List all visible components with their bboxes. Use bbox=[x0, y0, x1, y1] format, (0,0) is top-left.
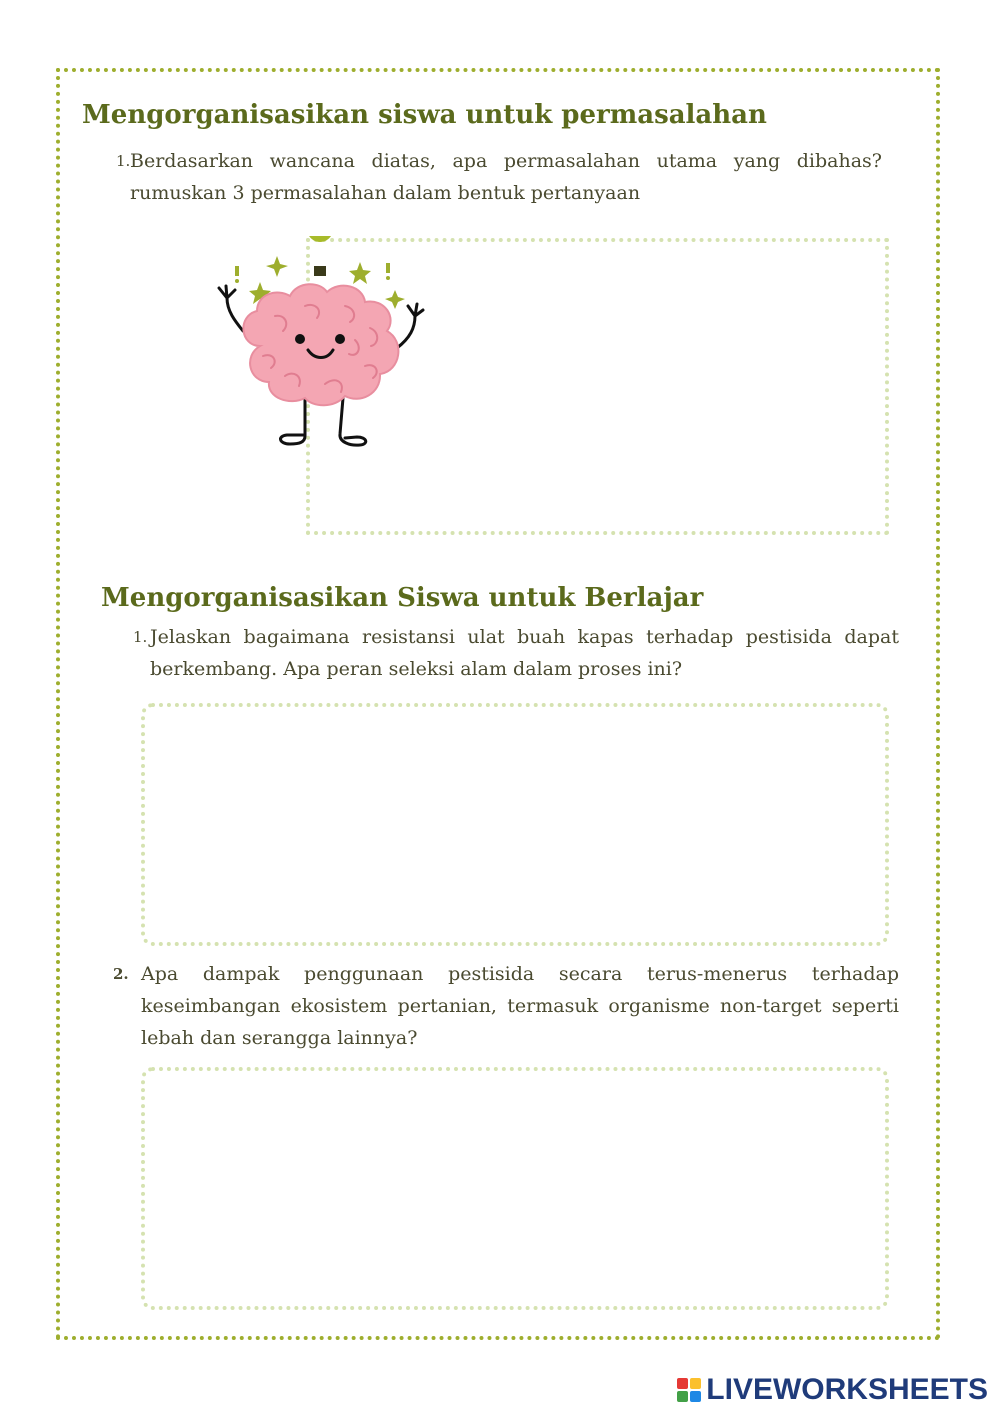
section2-question-2 bbox=[113, 958, 899, 1054]
brand-name: LIVEWORKSHEETS bbox=[706, 1373, 988, 1406]
question-number: 2. bbox=[113, 965, 129, 983]
question-text: Jelaskan bagaimana resistansi ulat buah kapas terhadap pestisida dapat berkembang. Apa peran seleksi alam dalam proses ini? bbox=[150, 626, 899, 680]
section2-heading: Mengorganisasikan Siswa untuk Berlajar bbox=[101, 583, 704, 613]
liveworksheets-logo[interactable] bbox=[676, 1372, 988, 1408]
answer-box-section2-q2[interactable] bbox=[141, 1067, 889, 1310]
question-text: Apa dampak penggunaan pestisida secara terus-menerus terhadap keseimbangan ekosistem pertanian, termasuk organisme non-target seperti lebah dan serangga lainnya? bbox=[141, 963, 899, 1049]
question-number: 1. bbox=[116, 152, 131, 170]
question-number: 1. bbox=[133, 628, 148, 646]
question-text: Berdasarkan wancana diatas, apa permasalahan utama yang dibahas? rumuskan 3 permasalahan dalam bentuk pertanyaan bbox=[130, 150, 882, 204]
section1-heading: Mengorganisasikan siswa untuk permasalahan bbox=[82, 100, 767, 130]
section1-question-1 bbox=[116, 145, 882, 209]
liveworksheets-logo-icon bbox=[676, 1377, 702, 1403]
section2-question-1 bbox=[133, 621, 899, 685]
brain-mascot-icon bbox=[205, 236, 430, 451]
answer-box-section2-q1[interactable] bbox=[141, 703, 889, 946]
